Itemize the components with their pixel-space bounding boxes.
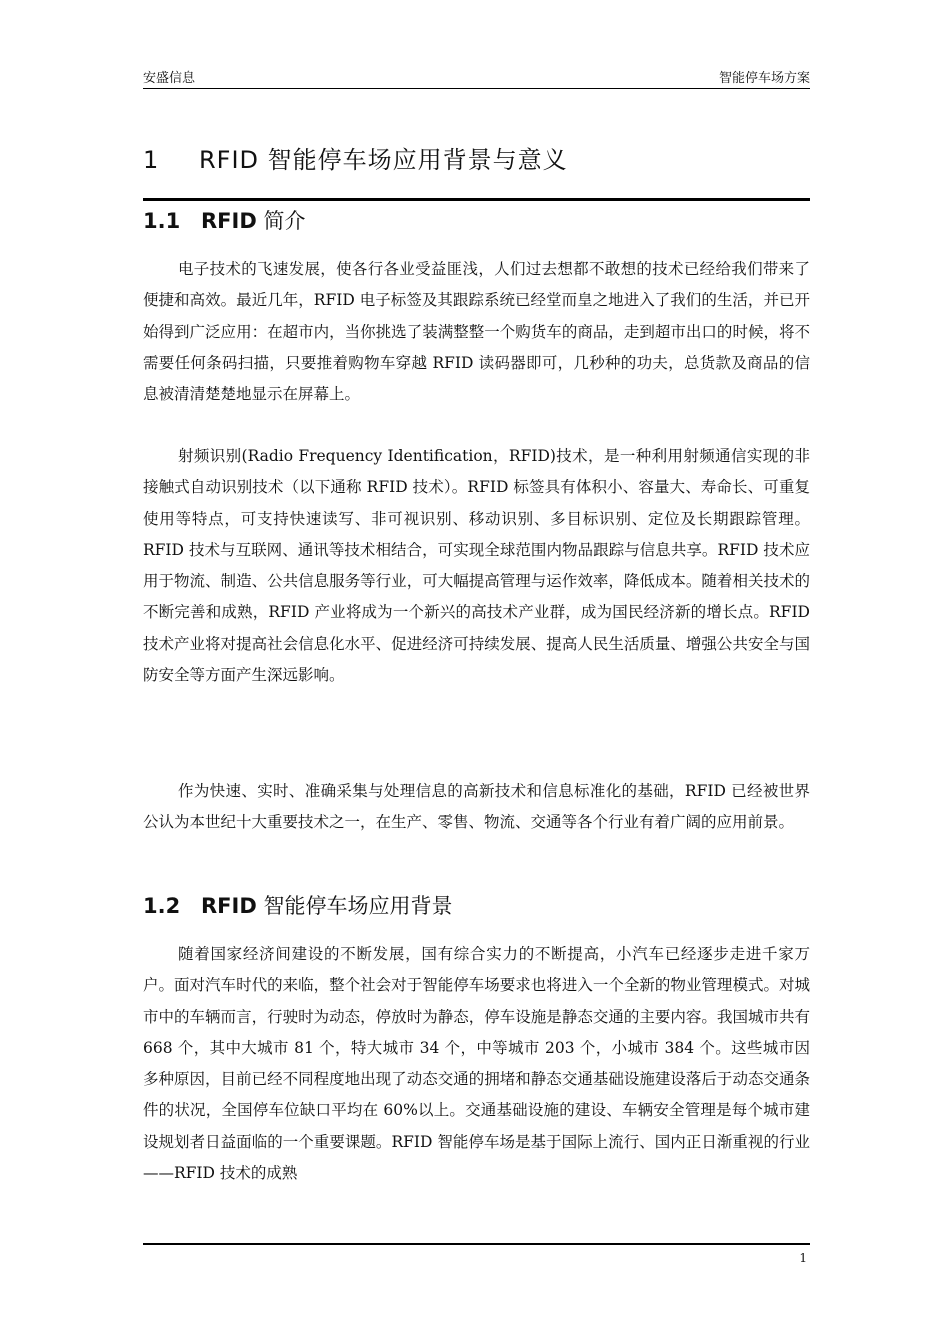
section-heading-1-2 xyxy=(143,891,810,921)
chapter-number: 1 xyxy=(143,146,160,174)
paragraph: 作为快速、实时、准确采集与处理信息的高新技术和信息标准化的基础，RFID 已经被世界公认为本世纪十大重要技术之一，在生产、零售、物流、交通等各个行业有着广阔的应用前景。 xyxy=(143,782,810,832)
header-rule xyxy=(143,88,810,89)
header-company: 安盛信息 xyxy=(143,71,196,86)
paragraph: 电子技术的飞速发展，使各行各业受益匪浅，人们过去想都不敢想的技术已经给我们带来了便捷和高效。最近几年，RFID 电子标签及其跟踪系统已经堂而皇之地进入了我们的生活，并已开始得到广泛应用：在超市内，当你挑选了装满整整一个购货车的商品，走到超市出口的时候，将不需要任何条码扫描，只要推着购物车穿越 RFID 读码器即可，几秒种的功夫，总货款及商品的信息被清清楚楚地显示在屏幕上。 xyxy=(143,260,810,404)
paragraph: 射频识别(Radio Frequency Identification，RFID)技术，是一种利用射频通信实现的非接触式自动识别技术（以下通称 RFID 技术）。RFID 标签具有体积小、容量大、寿命长、可重复使用等特点，可支持快速读写、非可视识别、移动识别、多目标识别、定位及长期跟踪管理。RFID 技术与互联网、通讯等技术相结合，可实现全球范围内物品跟踪与信息共享。RFID 技术应用于物流、制造、公共信息服务等行业，可大幅提高管理与运作效率，降低成本。随着相关技术的不断完善和成熟，RFID 产业将成为一个新兴的高技术产业群，成为国民经济新的增长点。RFID 技术产业将对提高社会信息化水平、促进经济可持续发展、提高人民生活质量、增强公共安全与国防安全等方面产生深远影响。 xyxy=(143,447,810,685)
section-title-text: 简介 xyxy=(263,209,306,233)
page-number: 1 xyxy=(799,1251,807,1265)
chapter-title xyxy=(143,143,810,177)
header-document-title: 智能停车场方案 xyxy=(718,71,810,86)
section-number: 1.1 xyxy=(143,209,181,233)
section-number: 1.2 xyxy=(143,894,181,918)
section-heading-1-1 xyxy=(143,206,810,236)
chapter-title-text: RFID 智能停车场应用背景与意义 xyxy=(199,146,568,174)
paragraph: 随着国家经济间建设的不断发展，国有综合实力的不断提高，小汽车已经逐步走进千家万户。面对汽车时代的来临，整个社会对于智能停车场要求也将进入一个全新的物业管理模式。对城市中的车辆而言，行驶时为动态，停放时为静态，停车设施是静态交通的主要内容。我国城市共有 668 个，其中大城市 81 个，特大城市 34 个，中等城市 203 个，小城市 384 个。这些城市因多种原因，目前已经不同程度地出现了动态交通的拥堵和静态交通基础设施建设落后于动态交通条件的状况，全国停车位缺口平均在 60%以上。交通基础设施的建设、车辆安全管理是每个城市建设规划者日益面临的一个重要课题。RFID 智能停车场是基于国际上流行、国内正日渐重视的行业——RFID 技术的成熟 xyxy=(143,945,810,1183)
section-rfid: RFID xyxy=(201,894,257,918)
section-rfid: RFID xyxy=(201,209,257,233)
chapter-rule xyxy=(143,198,810,201)
section-title-text: 智能停车场应用背景 xyxy=(263,894,453,918)
footer-rule xyxy=(143,1243,810,1245)
running-header xyxy=(143,70,810,88)
